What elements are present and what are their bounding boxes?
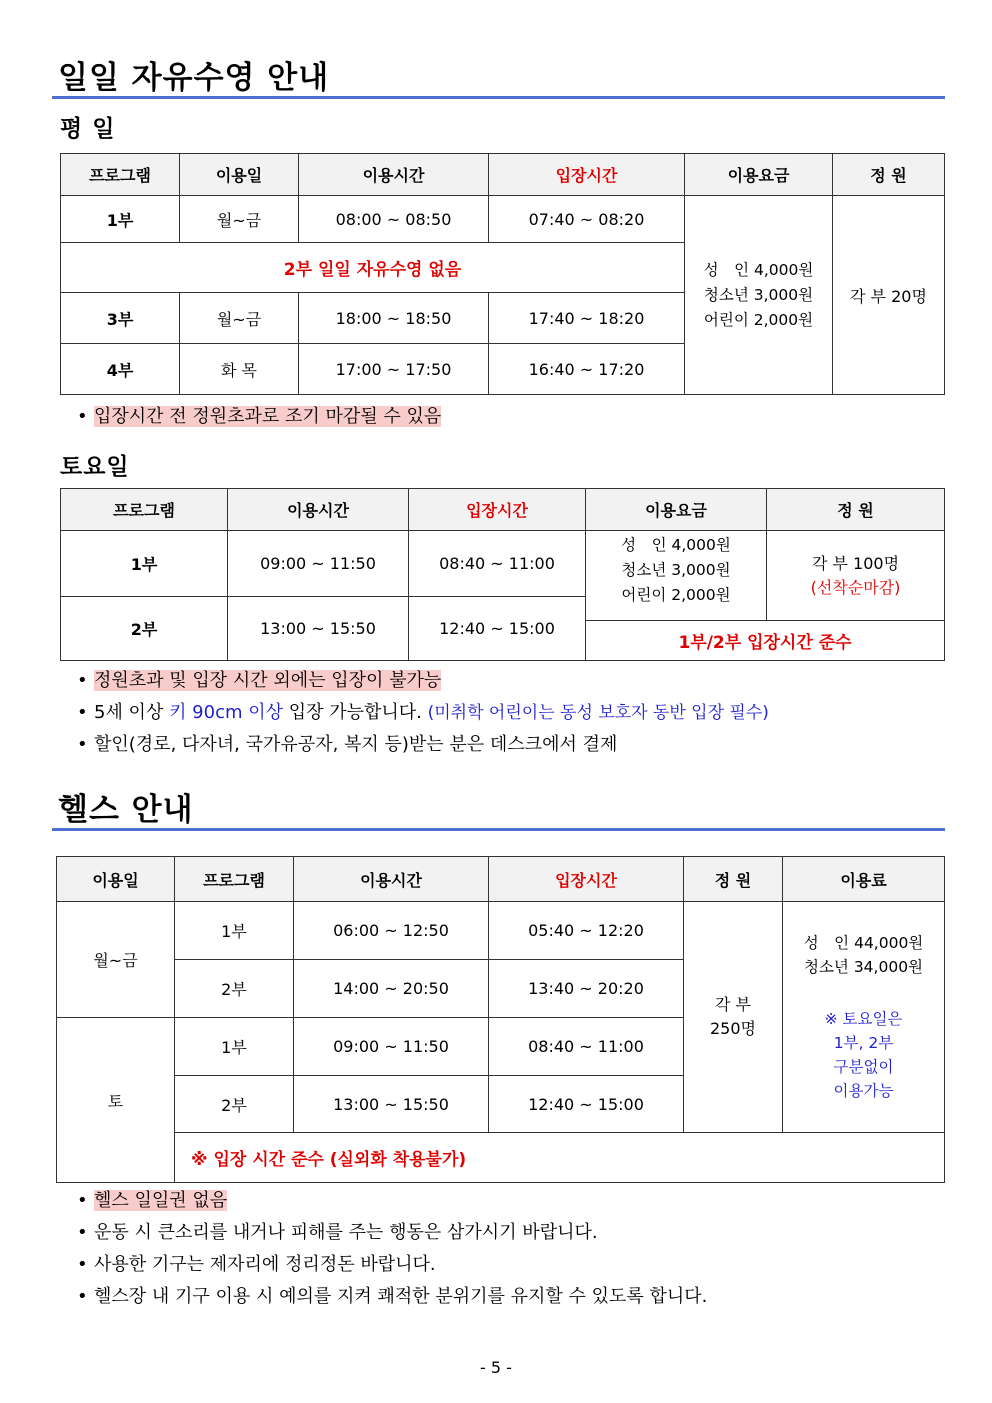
header-capacity: 정 원 (833, 154, 945, 196)
capacity-cell (684, 902, 783, 1133)
fee-adult: 성 인 4,000원 (703, 260, 814, 279)
program-cell: 1부 (61, 531, 228, 597)
header-fee: 이용료 (783, 857, 945, 902)
program-cell: 2부 (175, 1076, 294, 1133)
header-capacity: 정 원 (684, 857, 783, 902)
header-entry: 입장시간 (409, 489, 586, 531)
fee-adult: 성 인 44,000원 (803, 934, 924, 952)
entry-cell: 07:40 ~ 08:20 (489, 196, 685, 243)
fee-youth: 청소년 34,000원 (803, 958, 924, 976)
capacity-label: 각 부 (715, 995, 751, 1014)
capacity-cell (767, 531, 945, 621)
time-cell: 18:00 ~ 18:50 (299, 293, 489, 344)
note-text: 사용한 기구는 제자리에 정리정돈 바랍니다. (94, 1254, 436, 1275)
capacity-cell: 각 부 20명 (833, 196, 945, 395)
note-text: 입장시간 전 정원초과로 조기 마감될 수 있음 (94, 406, 442, 427)
section-divider (52, 96, 945, 99)
program-cell: 1부 (61, 196, 180, 243)
list-item (60, 1217, 707, 1249)
entry-cell: 08:40 ~ 11:00 (409, 531, 586, 597)
weekday-schedule-table (60, 153, 945, 395)
note-guardian: (미취학 어린이는 동성 보호자 동반 입장 필수) (427, 703, 769, 723)
time-cell: 17:00 ~ 17:50 (299, 344, 489, 395)
saturday-note: 1부, 2부 (833, 1034, 894, 1052)
fitness-notes (60, 1185, 707, 1313)
entry-cell: 12:40 ~ 15:00 (409, 597, 586, 661)
days-cell: 월~금 (180, 293, 299, 344)
no-session-note: 2부 일일 자유수영 없음 (61, 243, 685, 293)
entry-notice: ※ 입장 시간 준수 (실외화 착용불가) (175, 1133, 945, 1183)
list-item (60, 401, 441, 433)
program-cell: 4부 (61, 344, 180, 395)
capacity-note: (선착순마감) (810, 577, 901, 597)
table-row (61, 531, 945, 597)
header-days: 이용일 (180, 154, 299, 196)
entry-notice: 1부/2부 입장시간 준수 (586, 621, 945, 661)
note-height-limit: 키 90cm 이상 (169, 702, 284, 723)
list-item (60, 665, 769, 697)
section-title-daily-swim: 일일 자유수영 안내 (58, 60, 330, 96)
time-cell: 06:00 ~ 12:50 (294, 902, 489, 960)
fee-cell (783, 902, 945, 1133)
header-time: 이용시간 (299, 154, 489, 196)
table-row (61, 196, 945, 243)
days-cell: 월~금 (57, 902, 175, 1018)
list-item (60, 1281, 707, 1313)
header-fee: 이용요금 (586, 489, 767, 531)
days-cell: 토 (57, 1018, 175, 1183)
capacity-value: 250명 (710, 1019, 756, 1038)
fee-youth: 청소년 3,000원 (703, 285, 814, 304)
saturday-note: 구분없이 (833, 1058, 894, 1076)
header-capacity: 정 원 (767, 489, 945, 531)
header-program: 프로그램 (175, 857, 294, 902)
saturday-note: ※ 토요일은 (824, 1010, 903, 1028)
header-entry: 입장시간 (489, 154, 685, 196)
saturday-note: 이용가능 (833, 1082, 894, 1100)
entry-cell: 17:40 ~ 18:20 (489, 293, 685, 344)
time-cell: 09:00 ~ 11:50 (294, 1018, 489, 1076)
program-cell: 3부 (61, 293, 180, 344)
header-entry: 입장시간 (489, 857, 684, 902)
weekday-notes (60, 401, 441, 433)
note-text: 운동 시 큰소리를 내거나 피해를 주는 행동은 삼가시기 바랍니다. (94, 1222, 598, 1243)
time-cell: 13:00 ~ 15:50 (294, 1076, 489, 1133)
time-cell: 14:00 ~ 20:50 (294, 960, 489, 1018)
program-cell: 1부 (175, 1018, 294, 1076)
saturday-subtitle: 토요일 (60, 454, 130, 480)
header-fee: 이용요금 (685, 154, 833, 196)
note-text: 5세 이상 (94, 702, 170, 723)
program-cell: 1부 (175, 902, 294, 960)
note-text: 입장 가능합니다. (283, 702, 428, 723)
header-time: 이용시간 (294, 857, 489, 902)
fee-child: 어린이 2,000원 (621, 586, 731, 604)
fee-cell (586, 531, 767, 621)
days-cell: 월~금 (180, 196, 299, 243)
fee-youth: 청소년 3,000원 (621, 561, 731, 579)
entry-cell: 13:40 ~ 20:20 (489, 960, 684, 1018)
fitness-schedule-table (56, 856, 945, 1183)
section-divider (52, 828, 945, 831)
time-cell: 08:00 ~ 08:50 (299, 196, 489, 243)
table-row (57, 902, 945, 960)
time-cell: 13:00 ~ 15:50 (228, 597, 409, 661)
days-cell: 화 목 (180, 344, 299, 395)
program-cell: 2부 (175, 960, 294, 1018)
list-item (60, 697, 769, 729)
program-cell: 2부 (61, 597, 228, 661)
weekday-subtitle: 평 일 (60, 116, 116, 142)
entry-cell: 12:40 ~ 15:00 (489, 1076, 684, 1133)
time-cell: 09:00 ~ 11:50 (228, 531, 409, 597)
note-text: 헬스 일일권 없음 (94, 1190, 228, 1211)
fee-child: 어린이 2,000원 (703, 310, 814, 329)
list-item (60, 1249, 707, 1281)
header-days: 이용일 (57, 857, 175, 902)
note-text: 헬스장 내 기구 이용 시 예의를 지켜 쾌적한 분위기를 유지할 수 있도록 합니다. (94, 1286, 708, 1307)
header-time: 이용시간 (228, 489, 409, 531)
header-program: 프로그램 (61, 489, 228, 531)
section-title-fitness: 헬스 안내 (58, 792, 194, 828)
entry-cell: 16:40 ~ 17:20 (489, 344, 685, 395)
fee-adult: 성 인 4,000원 (621, 536, 731, 554)
entry-cell: 05:40 ~ 12:20 (489, 902, 684, 960)
header-program: 프로그램 (61, 154, 180, 196)
list-item (60, 1185, 707, 1217)
capacity-text: 각 부 100명 (811, 553, 900, 573)
page-number: - 5 - (480, 1358, 512, 1377)
note-text: 할인(경로, 다자녀, 국가유공자, 복지 등)받는 분은 데스크에서 결제 (94, 734, 618, 755)
list-item (60, 729, 769, 761)
saturday-notes (60, 665, 769, 761)
note-text: 정원초과 및 입장 시간 외에는 입장이 불가능 (94, 670, 442, 691)
fee-cell (685, 196, 833, 395)
saturday-schedule-table (60, 488, 945, 661)
entry-cell: 08:40 ~ 11:00 (489, 1018, 684, 1076)
